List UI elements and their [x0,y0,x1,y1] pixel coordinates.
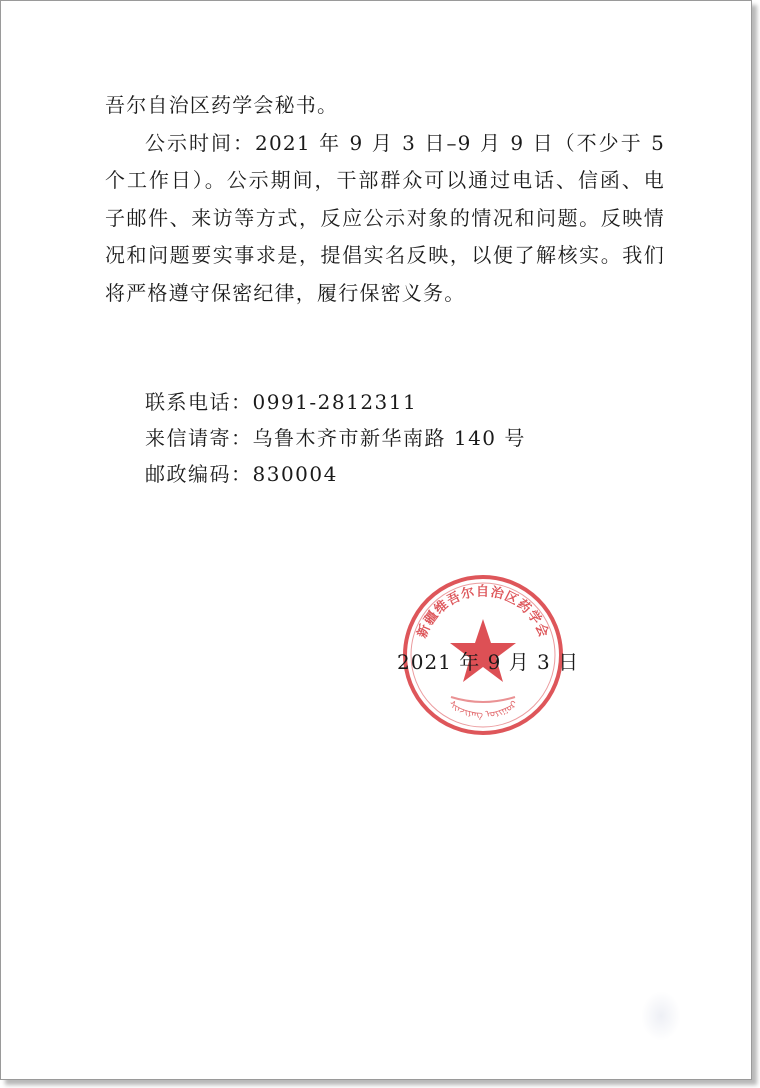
contact-address: 来信请寄：乌鲁木齐市新华南路 140 号 [145,426,526,450]
seal-text: 新疆维吾尔自治区药学会 [414,584,552,641]
paragraph-publicity-period: 公示时间：2021 年 9 月 3 日–9 月 9 日（不少于 5 个工作日）。公示期间，干部群众可以通过电话、信函、电子邮件、来访等方式，反应公示对象的情况和问题。反映情况和问题要实事求是，提倡实名反映，以便了解核实。我们将严格遵守保密纪律，履行保密义务。 [105,130,665,305]
seal-script-text: ᠰᠢᠨᠵᠢᠶᠠᠩ ᠤᠶᠢᠭᠤᠷ [446,699,520,721]
contact-postcode: 邮政编码：830004 [145,462,338,486]
contact-block [145,384,526,492]
seal-decoration-icon [451,697,515,702]
paragraph-continuation: 吾尔自治区药学会秘书。 [105,93,339,117]
signing-date: 2021 年 9 月 3 日 [397,650,580,674]
scan-smudge [641,991,681,1041]
contact-phone: 联系电话：0991-2812311 [145,390,418,414]
notice-body [105,87,665,312]
